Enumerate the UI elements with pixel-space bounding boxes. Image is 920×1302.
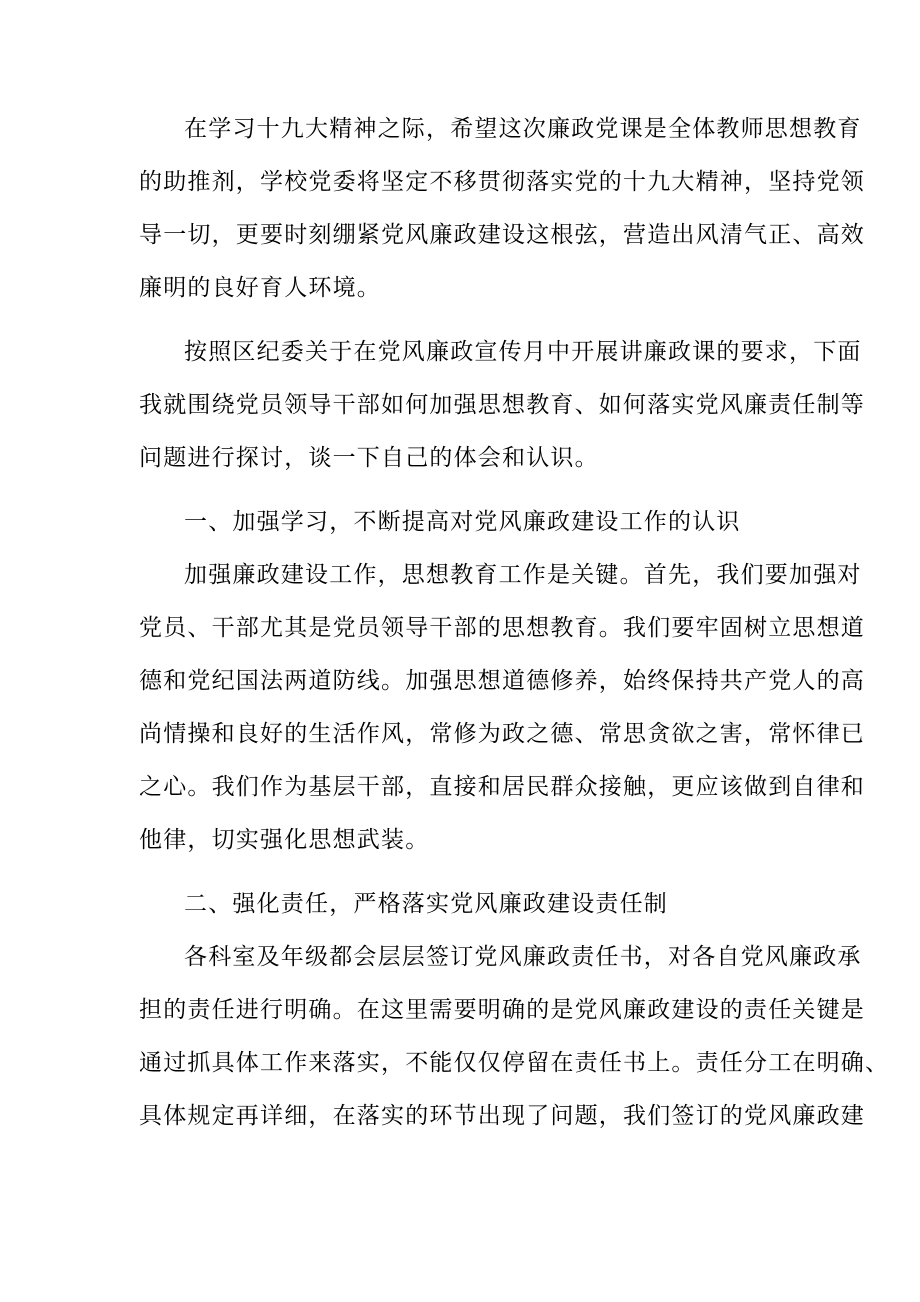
paragraph-line: 按照区纪委关于在党风廉政宣传月中开展讲廉政课的要求，下面: [184, 339, 862, 365]
paragraph-line: 导一切，更要时刻绷紧党风廉政建设这根弦，营造出风清气正、高效: [139, 222, 865, 248]
paragraph-line: 之心。我们作为基层干部，直接和居民群众接触，更应该做到自律和: [139, 774, 865, 800]
paragraph-3: [139, 549, 865, 867]
section-heading-2: [139, 878, 789, 931]
heading-line: 二、强化责任，严格落实党风廉政建设责任制: [184, 891, 668, 917]
paragraph-line: 党员、干部尤其是党员领导干部的思想教育。我们要牢固树立思想道: [139, 615, 865, 641]
paragraph-spacer: [139, 485, 789, 496]
paragraph-line: 在学习十九大精神之际，希望这次廉政党课是全体教师思想教育: [184, 116, 862, 142]
paragraph-1: [139, 103, 865, 315]
document-body: [139, 103, 890, 1143]
paragraph-line: 担的责任进行明确。在这里需要明确的是党风廉政建设的责任关键是: [139, 997, 865, 1023]
paragraph-line: 各科室及年级都会层层签订党风廉政责任书，对各自党风廉政承: [184, 944, 862, 970]
paragraph-line: 具体规定再详细，在落实的环节出现了问题，我们签订的党风廉政建: [139, 1103, 865, 1129]
heading-line: 一、加强学习，不断提高对党风廉政建设工作的认识: [184, 509, 741, 535]
section-heading-1: [139, 496, 789, 549]
paragraph-spacer: [139, 867, 789, 878]
paragraph-line: 廉明的良好育人环境。: [139, 275, 381, 301]
paragraph-line: 德和党纪国法两道防线。加强思想道德修养，始终保持共产党人的高: [139, 668, 865, 694]
paragraph-line: 的助推剂，学校党委将坚定不移贯彻落实党的十九大精神，坚持党领: [139, 169, 865, 195]
paragraph-line: 加强廉政建设工作，思想教育工作是关键。首先，我们要加强对: [184, 562, 862, 588]
paragraph-spacer: [139, 315, 789, 326]
paragraph-line: 通过抓具体工作来落实，不能仅仅停留在责任书上。责任分工在明确、: [139, 1050, 890, 1076]
paragraph-4: [139, 931, 890, 1143]
paragraph-line: 尚情操和良好的生活作风，常修为政之德、常思贪欲之害，常怀律已: [139, 721, 865, 747]
paragraph-line: 我就围绕党员领导干部如何加强思想教育、如何落实党风廉责任制等: [139, 392, 865, 418]
paragraph-line: 他律，切实强化思想武装。: [139, 827, 430, 853]
paragraph-2: [139, 326, 865, 485]
paragraph-line: 问题进行探讨，谈一下自己的体会和认识。: [139, 445, 599, 471]
